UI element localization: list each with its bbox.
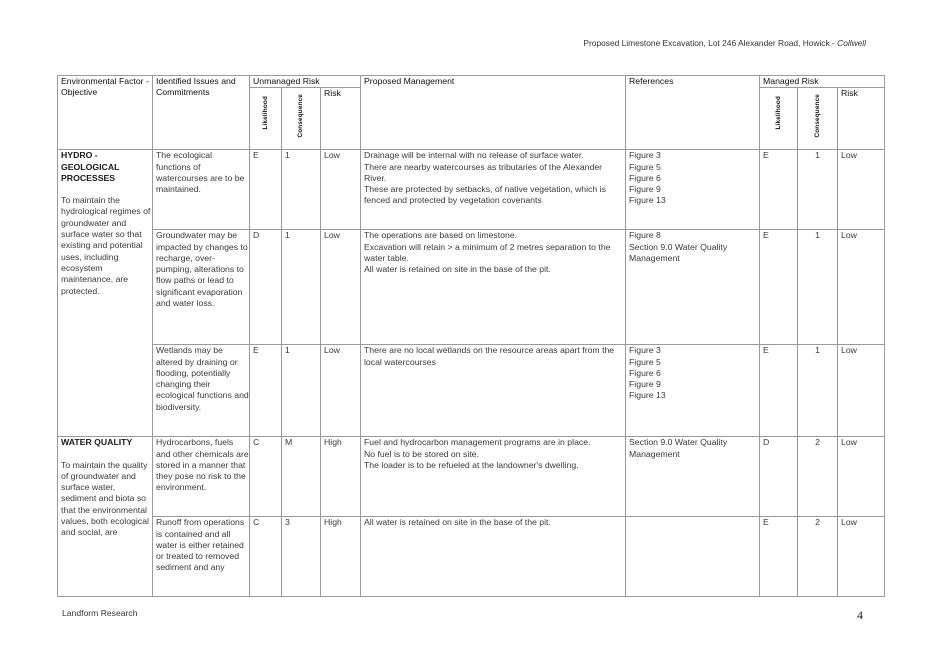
- managed-risk-cell: Low: [838, 517, 885, 597]
- header-issues: Identified Issues and Commitments: [153, 76, 250, 150]
- header-unmanaged-risk-col: Risk: [321, 88, 361, 150]
- running-header-author: Collwell: [837, 38, 866, 48]
- managed-consequence-cell: 1: [798, 150, 838, 230]
- management-cell: The operations are based on limestone. Excavation will retain > a minimum of 2 metres separation to the water table. All water is retained on site in the base of the pit.: [361, 230, 626, 345]
- references-cell: Figure 3 Figure 5 Figure 6 Figure 9 Figure 13: [626, 150, 760, 230]
- references-cell: [626, 517, 760, 597]
- managed-consequence-cell: 2: [798, 517, 838, 597]
- issue-cell: The ecological functions of watercourses are to be maintained.: [153, 150, 250, 230]
- header-managed-risk-col: Risk: [838, 88, 885, 150]
- header-managed-risk: Managed Risk: [760, 76, 885, 88]
- issue-cell: Wetlands may be altered by draining or flooding, potentially changing their ecological functions and biodiversity.: [153, 345, 250, 437]
- factor-title: HYDRO - GEOLOGICAL PROCESSES: [61, 150, 120, 183]
- table-row: [58, 150, 885, 230]
- footer-company: Landform Research: [62, 608, 138, 618]
- unmanaged-risk-cell: Low: [321, 345, 361, 437]
- managed-likelihood-cell: E: [760, 150, 798, 230]
- managed-likelihood-cell: E: [760, 230, 798, 345]
- unmanaged-consequence-cell: 3: [282, 517, 321, 597]
- header-managed-likelihood: Likelihood: [760, 88, 798, 150]
- header-managed-consequence: Consequence: [798, 88, 838, 150]
- header-references: References: [626, 76, 760, 150]
- unmanaged-risk-cell: Low: [321, 150, 361, 230]
- unmanaged-consequence-cell: 1: [282, 150, 321, 230]
- managed-consequence-cell: 1: [798, 230, 838, 345]
- managed-risk-cell: Low: [838, 345, 885, 437]
- table-row: [58, 437, 885, 517]
- unmanaged-likelihood-cell: C: [250, 517, 282, 597]
- factor-title: WATER QUALITY: [61, 437, 133, 448]
- header-unmanaged-risk: Unmanaged Risk: [250, 76, 361, 88]
- factor-objective: To maintain the hydrological regimes of groundwater and surface water so that existing and potential uses, including ecosystem maintenance, are protected.: [61, 195, 151, 296]
- unmanaged-consequence-cell: 1: [282, 345, 321, 437]
- references-cell: Figure 3 Figure 5 Figure 6 Figure 9 Figure 13: [626, 345, 760, 437]
- managed-likelihood-cell: E: [760, 345, 798, 437]
- managed-risk-cell: Low: [838, 230, 885, 345]
- header-row-1: [58, 76, 885, 88]
- environmental-risk-table: [57, 75, 885, 597]
- header-unmanaged-likelihood: Likelihood: [250, 88, 282, 150]
- header-unmanaged-consequence: Consequence: [282, 88, 321, 150]
- issue-cell: Groundwater may be impacted by changes to recharge, over-pumping, alterations to flow paths or lead to significant evaporation and water loss.: [153, 230, 250, 345]
- management-cell: Drainage will be internal with no release of surface water. There are nearby watercourses as tributaries of the Alexander River. These are protected by setbacks, of native vegetation, which is fenced and protected by vegetation covenants: [361, 150, 626, 230]
- table-row: [58, 230, 885, 345]
- factor-cell-hydro: [58, 150, 153, 437]
- table-row: [58, 345, 885, 437]
- issue-cell: Runoff from operations is contained and all water is either retained or treated to removed sediment and any: [153, 517, 250, 597]
- managed-consequence-cell: 2: [798, 437, 838, 517]
- management-cell: Fuel and hydrocarbon management programs are in place. No fuel is to be stored on site. The loader is to be refueled at the landowner's dwelling.: [361, 437, 626, 517]
- managed-risk-cell: Low: [838, 437, 885, 517]
- management-cell: There are no local wetlands on the resource areas apart from the local watercourses: [361, 345, 626, 437]
- running-header: [583, 38, 866, 48]
- managed-risk-cell: Low: [838, 150, 885, 230]
- managed-likelihood-cell: E: [760, 517, 798, 597]
- issue-cell: Hydrocarbons, fuels and other chemicals are stored in a manner that they pose no risk to the environment.: [153, 437, 250, 517]
- page-number: 4: [857, 608, 863, 622]
- unmanaged-likelihood-cell: C: [250, 437, 282, 517]
- managed-likelihood-cell: D: [760, 437, 798, 517]
- references-cell: Section 9.0 Water Quality Management: [626, 437, 760, 517]
- unmanaged-risk-cell: High: [321, 517, 361, 597]
- unmanaged-risk-cell: High: [321, 437, 361, 517]
- header-management: Proposed Management: [361, 76, 626, 150]
- managed-consequence-cell: 1: [798, 345, 838, 437]
- unmanaged-consequence-cell: M: [282, 437, 321, 517]
- unmanaged-likelihood-cell: E: [250, 150, 282, 230]
- unmanaged-likelihood-cell: D: [250, 230, 282, 345]
- management-cell: All water is retained on site in the base of the pit.: [361, 517, 626, 597]
- factor-objective: To maintain the quality of groundwater and surface water, sediment and biota so that the environmental values, both ecological and social, are: [61, 459, 149, 538]
- unmanaged-likelihood-cell: E: [250, 345, 282, 437]
- table-row: [58, 517, 885, 597]
- unmanaged-consequence-cell: 1: [282, 230, 321, 345]
- header-factor: Environmental Factor - Objective: [58, 76, 153, 150]
- references-cell: Figure 8 Section 9.0 Water Quality Management: [626, 230, 760, 345]
- running-header-text: Proposed Limestone Excavation, Lot 246 Alexander Road, Howick -: [583, 38, 838, 48]
- unmanaged-risk-cell: Low: [321, 230, 361, 345]
- factor-cell-water-quality: [58, 437, 153, 597]
